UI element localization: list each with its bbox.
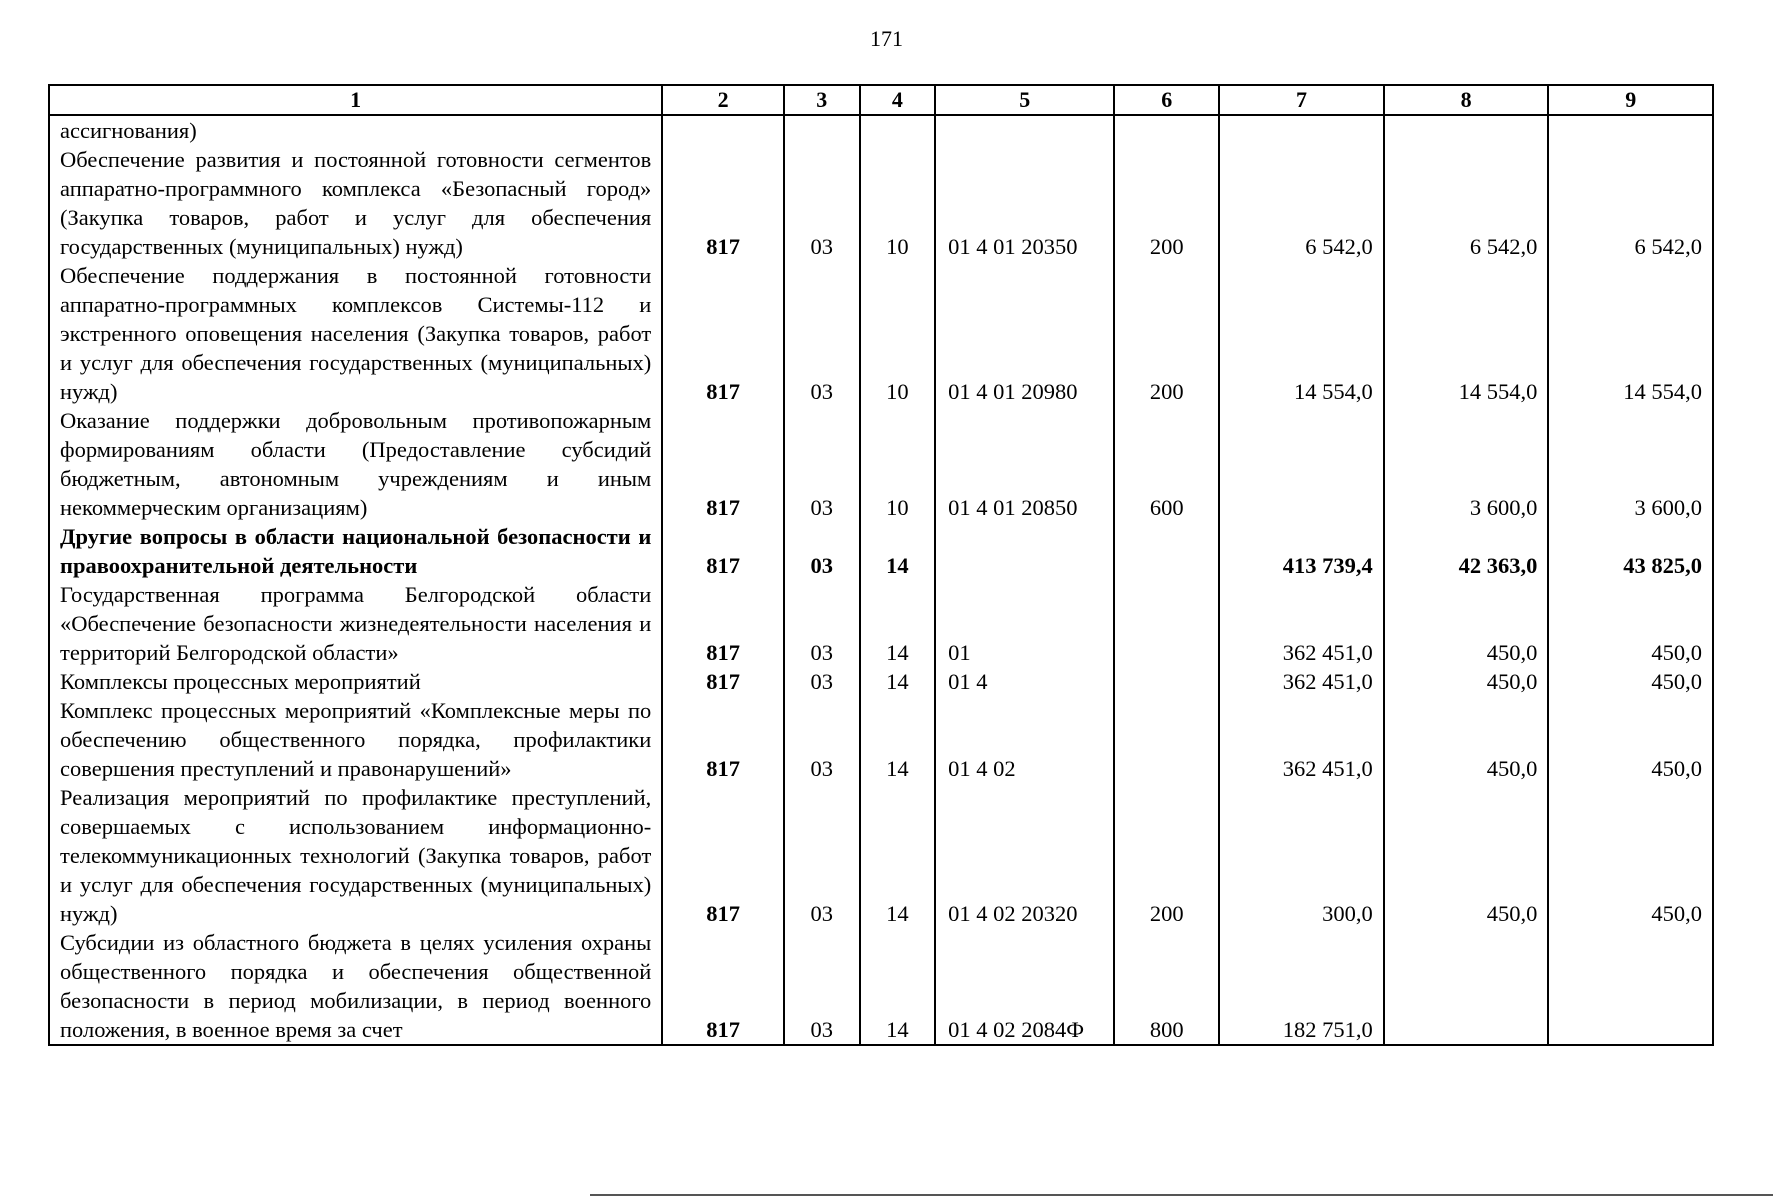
table-row bbox=[49, 580, 1713, 667]
column-header-8: 8 bbox=[1384, 85, 1549, 115]
row-target-article: 01 4 02 2084Ф bbox=[935, 928, 1114, 1045]
row-subsection-code: 14 bbox=[860, 928, 936, 1045]
row-subsection-code: 14 bbox=[860, 696, 936, 783]
row-ministry-code: 817 bbox=[662, 261, 784, 406]
row-amount-col9: 450,0 bbox=[1548, 696, 1713, 783]
row-amount-col8: 450,0 bbox=[1384, 667, 1549, 696]
row-amount-col8 bbox=[1384, 928, 1549, 1045]
table-body bbox=[49, 115, 1713, 1045]
row-expense-type bbox=[1114, 522, 1219, 580]
row-section-code: 03 bbox=[784, 261, 860, 406]
row-expense-type: 200 bbox=[1114, 783, 1219, 928]
row-amount-col8 bbox=[1384, 115, 1549, 145]
row-subsection-code: 10 bbox=[860, 261, 936, 406]
row-ministry-code: 817 bbox=[662, 580, 784, 667]
row-amount-col8: 14 554,0 bbox=[1384, 261, 1549, 406]
row-amount-col9: 43 825,0 bbox=[1548, 522, 1713, 580]
row-amount-col9: 3 600,0 bbox=[1548, 406, 1713, 522]
row-amount-col7 bbox=[1219, 115, 1384, 145]
table-row bbox=[49, 406, 1713, 522]
row-amount-col7: 413 739,4 bbox=[1219, 522, 1384, 580]
row-amount-col8: 450,0 bbox=[1384, 783, 1549, 928]
row-amount-col9: 6 542,0 bbox=[1548, 145, 1713, 261]
row-section-code: 03 bbox=[784, 580, 860, 667]
row-description: Оказание поддержки добровольным противопожарным формированиям области (Предоставление субсидий бюджетным, автономным учреждениям и иным некоммерческим организациям) bbox=[49, 406, 662, 522]
row-amount-col7: 6 542,0 bbox=[1219, 145, 1384, 261]
row-description: Субсидии из областного бюджета в целях усиления охраны общественного порядка и обеспечения общественной безопасности в период мобилизации, в период военного положения, в военное время за счет bbox=[49, 928, 662, 1045]
table-row bbox=[49, 696, 1713, 783]
table-row bbox=[49, 667, 1713, 696]
column-header-3: 3 bbox=[784, 85, 860, 115]
row-amount-col8: 6 542,0 bbox=[1384, 145, 1549, 261]
row-expense-type: 200 bbox=[1114, 145, 1219, 261]
header-row bbox=[49, 85, 1713, 115]
row-expense-type: 600 bbox=[1114, 406, 1219, 522]
table-row bbox=[49, 261, 1713, 406]
row-target-article: 01 4 01 20350 bbox=[935, 145, 1114, 261]
row-amount-col9 bbox=[1548, 115, 1713, 145]
row-description: Другие вопросы в области национальной безопасности и правоохранительной деятельности bbox=[49, 522, 662, 580]
table-row bbox=[49, 145, 1713, 261]
row-ministry-code bbox=[662, 115, 784, 145]
table-row bbox=[49, 783, 1713, 928]
table-row bbox=[49, 928, 1713, 1045]
row-amount-col7 bbox=[1219, 406, 1384, 522]
table-row bbox=[49, 115, 1713, 145]
row-description: Обеспечение поддержания в постоянной готовности аппаратно-программных комплексов Системы-112 и экстренного оповещения населения (Закупка товаров, работ и услуг для обеспечения государственных (муниципальных) нужд) bbox=[49, 261, 662, 406]
column-header-4: 4 bbox=[860, 85, 936, 115]
page-number: 171 bbox=[870, 26, 903, 51]
row-amount-col7: 362 451,0 bbox=[1219, 667, 1384, 696]
table-row bbox=[49, 522, 1713, 580]
row-description: Реализация мероприятий по профилактике преступлений, совершаемых с использованием информационно-телекоммуникационных технологий (Закупка товаров, работ и услуг для обеспечения государственных (муниципальных) нужд) bbox=[49, 783, 662, 928]
row-ministry-code: 817 bbox=[662, 522, 784, 580]
column-header-1: 1 bbox=[49, 85, 662, 115]
row-amount-col7: 14 554,0 bbox=[1219, 261, 1384, 406]
row-amount-col7: 362 451,0 bbox=[1219, 580, 1384, 667]
row-ministry-code: 817 bbox=[662, 696, 784, 783]
row-amount-col7: 300,0 bbox=[1219, 783, 1384, 928]
row-subsection-code: 10 bbox=[860, 145, 936, 261]
row-subsection-code bbox=[860, 115, 936, 145]
row-amount-col8: 42 363,0 bbox=[1384, 522, 1549, 580]
column-header-2: 2 bbox=[662, 85, 784, 115]
row-target-article: 01 4 02 20320 bbox=[935, 783, 1114, 928]
row-section-code: 03 bbox=[784, 667, 860, 696]
row-amount-col7: 182 751,0 bbox=[1219, 928, 1384, 1045]
row-description: Комплекс процессных мероприятий «Комплексные меры по обеспечению общественного порядка, профилактики совершения преступлений и правонарушений» bbox=[49, 696, 662, 783]
row-target-article: 01 4 01 20850 bbox=[935, 406, 1114, 522]
column-header-6: 6 bbox=[1114, 85, 1219, 115]
row-amount-col7: 362 451,0 bbox=[1219, 696, 1384, 783]
row-ministry-code: 817 bbox=[662, 783, 784, 928]
row-target-article: 01 bbox=[935, 580, 1114, 667]
row-section-code: 03 bbox=[784, 522, 860, 580]
row-subsection-code: 14 bbox=[860, 783, 936, 928]
column-header-9: 9 bbox=[1548, 85, 1713, 115]
row-section-code: 03 bbox=[784, 928, 860, 1045]
row-ministry-code: 817 bbox=[662, 145, 784, 261]
row-expense-type bbox=[1114, 696, 1219, 783]
row-ministry-code: 817 bbox=[662, 406, 784, 522]
row-expense-type bbox=[1114, 115, 1219, 145]
row-amount-col9 bbox=[1548, 928, 1713, 1045]
column-header-5: 5 bbox=[935, 85, 1114, 115]
row-ministry-code: 817 bbox=[662, 928, 784, 1045]
row-target-article bbox=[935, 522, 1114, 580]
row-subsection-code: 14 bbox=[860, 580, 936, 667]
row-section-code: 03 bbox=[784, 145, 860, 261]
row-subsection-code: 10 bbox=[860, 406, 936, 522]
row-amount-col8: 450,0 bbox=[1384, 580, 1549, 667]
row-subsection-code: 14 bbox=[860, 667, 936, 696]
row-section-code bbox=[784, 115, 860, 145]
footer-rule bbox=[590, 1194, 1773, 1196]
row-target-article: 01 4 02 bbox=[935, 696, 1114, 783]
row-expense-type: 200 bbox=[1114, 261, 1219, 406]
row-ministry-code: 817 bbox=[662, 667, 784, 696]
column-header-7: 7 bbox=[1219, 85, 1384, 115]
row-description: Обеспечение развития и постоянной готовности сегментов аппаратно-программного комплекса «Безопасный город» (Закупка товаров, работ и услуг для обеспечения государственных (муниципальных) нужд) bbox=[49, 145, 662, 261]
budget-table bbox=[48, 84, 1714, 1046]
row-target-article: 01 4 bbox=[935, 667, 1114, 696]
row-section-code: 03 bbox=[784, 696, 860, 783]
row-amount-col9: 450,0 bbox=[1548, 580, 1713, 667]
row-expense-type bbox=[1114, 580, 1219, 667]
row-expense-type bbox=[1114, 667, 1219, 696]
row-description: Комплексы процессных мероприятий bbox=[49, 667, 662, 696]
table-header bbox=[49, 85, 1713, 115]
row-subsection-code: 14 bbox=[860, 522, 936, 580]
row-amount-col9: 14 554,0 bbox=[1548, 261, 1713, 406]
row-section-code: 03 bbox=[784, 783, 860, 928]
row-expense-type: 800 bbox=[1114, 928, 1219, 1045]
row-section-code: 03 bbox=[784, 406, 860, 522]
row-amount-col8: 450,0 bbox=[1384, 696, 1549, 783]
row-target-article bbox=[935, 115, 1114, 145]
row-description: ассигнования) bbox=[49, 115, 662, 145]
row-amount-col9: 450,0 bbox=[1548, 667, 1713, 696]
row-target-article: 01 4 01 20980 bbox=[935, 261, 1114, 406]
row-amount-col8: 3 600,0 bbox=[1384, 406, 1549, 522]
row-amount-col9: 450,0 bbox=[1548, 783, 1713, 928]
row-description: Государственная программа Белгородской области «Обеспечение безопасности жизнедеятельности населения и территорий Белгородской области» bbox=[49, 580, 662, 667]
